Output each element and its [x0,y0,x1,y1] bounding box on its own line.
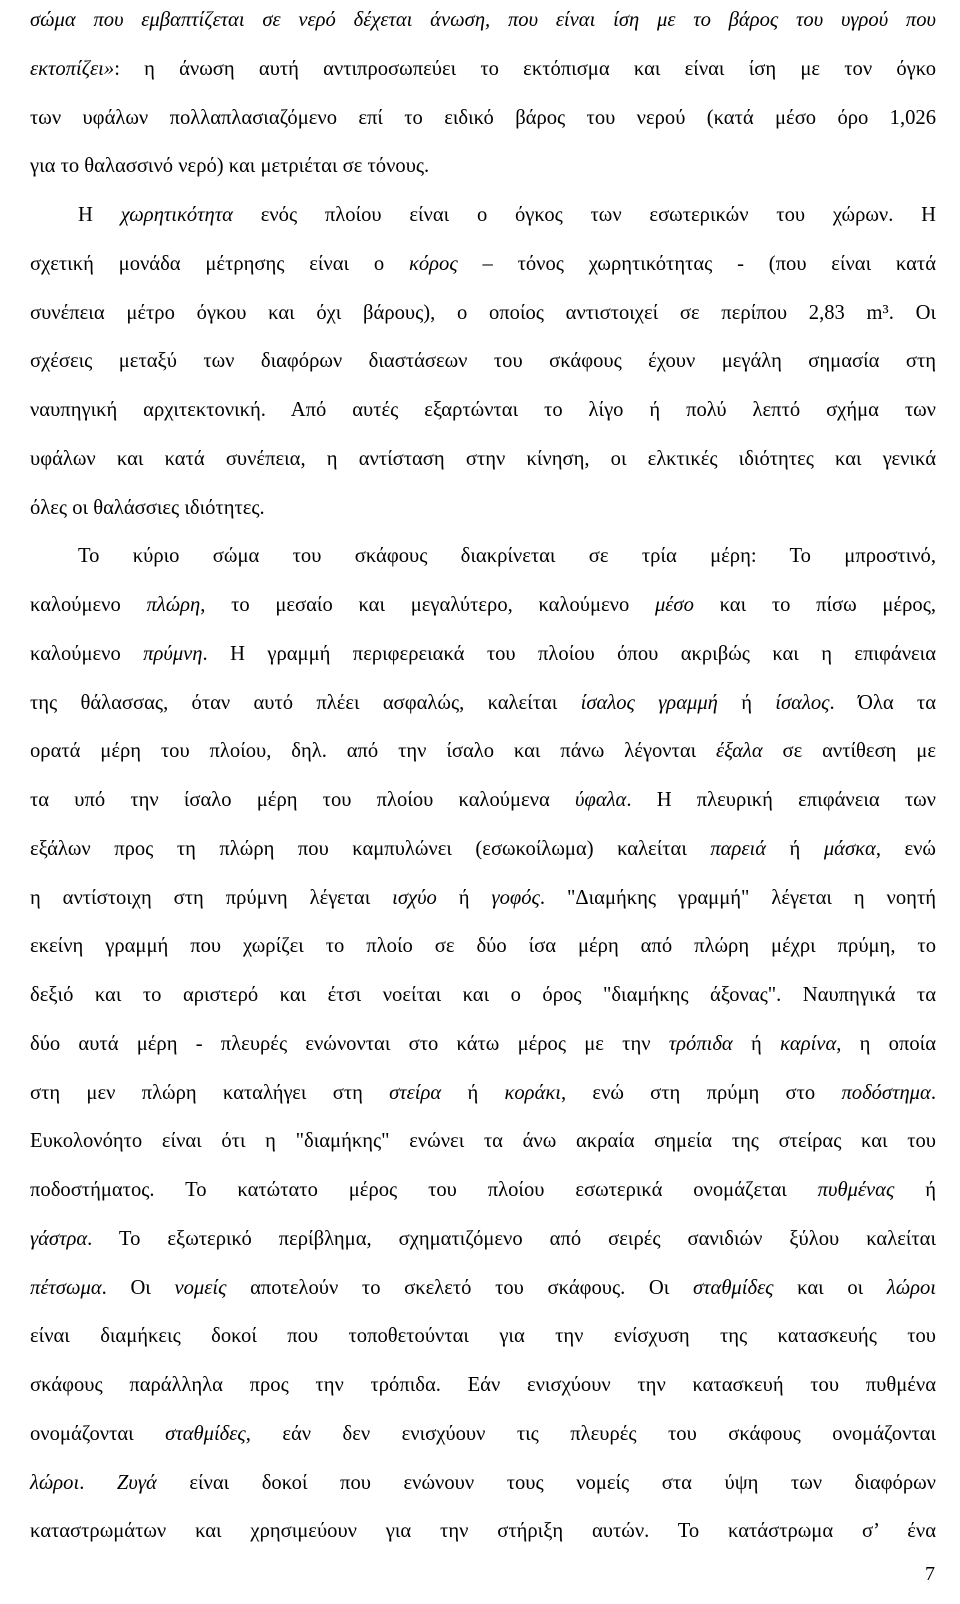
page-number: 7 [925,1563,935,1585]
italic-term: πέτσωμα [30,1276,102,1299]
italic-term: λώροι [30,1471,80,1494]
text-line [30,146,936,186]
text-line [30,1024,936,1064]
text-line [30,293,936,333]
italic-term: ίσαλος [775,691,830,714]
text-line [30,1316,936,1356]
text-run: και το πίσω μέρος, [693,594,936,616]
italic-term: ίσαλος γραμμή [580,691,718,714]
text-line [30,585,936,625]
text-run: Το κύριο σώμα του σκάφους διακρίνεται σε τρία μέρη: Το μπροστινό, [78,545,936,568]
text-run: είναι δοκοί που ενώνουν τους νομείς στα ύψη των διαφόρων [156,1471,936,1494]
italic-term: πυθμένας [817,1179,895,1201]
text-run: Η [78,204,121,226]
text-run: ναυπηγική αρχιτεκτονική. Από αυτές εξαρτώνται το λίγο ή πολύ λεπτό σχήμα των [30,399,936,421]
text-run: καλούμενο [30,642,144,665]
italic-term: έξαλα [716,740,763,763]
text-run: . Η γραμμή περιφερειακά του πλοίου όπου ακριβώς και η επιφάνεια [202,642,936,665]
text-line [30,1170,936,1210]
text-run: στη μεν πλώρη καταλήγει στη [30,1081,390,1104]
text-line [30,975,936,1015]
text-run: . Η πλευρική επιφάνεια των [626,789,936,811]
text-line [30,0,936,40]
text-run: , ενώ στη πρύμη στο [560,1081,842,1104]
text-run: , ενώ [875,837,936,860]
italic-term: μέσο [654,594,694,616]
text-line [30,1073,936,1113]
text-run: σε αντίθεση με [762,740,936,763]
italic-term: ποδόστημα [841,1081,931,1104]
text-line [30,1414,936,1454]
text-run: , η οποία [836,1032,936,1055]
text-run: ή [732,1032,780,1055]
text-line [30,98,936,138]
text-run: της θάλασσας, όταν αυτό πλέει ασφαλώς, καλείται [30,691,581,714]
text-run: ορατά μέρη του πλοίου, δηλ. από την ίσαλο και πάνω λέγονται [30,740,717,763]
italic-term: παρειά [710,837,767,860]
text-run: ή [717,691,776,714]
text-line [30,244,936,284]
text-run: . [930,1081,936,1104]
text-run: , εάν δεν ενισχύουν τις πλευρές του σκάφους ονομάζονται [245,1422,936,1445]
text-run: ή [436,886,492,909]
text-line [30,780,936,820]
text-run: εκείνη γραμμή που χωρίζει το πλοίο σε δύο ίσα μέρη από πλώρη μέχρι πρύμη, το [30,935,936,958]
text-line [30,1268,936,1308]
italic-term: καρίνα [780,1032,837,1055]
text-run: . Όλα τα [829,691,937,714]
text-run: , το μεσαίο και μεγαλύτερο, καλούμενο [200,594,655,616]
text-line [30,488,936,528]
text-run: είναι διαμήκεις δοκοί που τοποθετούνται για την ενίσχυση της κατασκευής του [30,1325,936,1348]
italic-term: κοράκι [504,1081,561,1104]
text-line [30,1121,936,1161]
italic-term: πρύμνη [143,642,203,665]
italic-term: κόρος [408,252,458,275]
italic-term: πλώρη [146,594,201,616]
text-run: ονομάζονται [30,1422,166,1445]
italic-term: μάσκα [823,837,876,860]
text-run: τα υπό την ίσαλο μέρη του πλοίου καλούμενα [30,789,575,811]
text-run: – τόνος χωρητικότητας - (που είναι κατά [457,252,936,275]
text-line [30,1365,936,1405]
text-run: των υφάλων πολλαπλασιαζόμενο επί το ειδικό βάρος του νερού (κατά μέσο όρο 1,026 [30,106,936,129]
italic-term: σταθμίδες [165,1422,246,1445]
text-run: ή [441,1081,505,1104]
italic-term: ύφαλα [574,789,627,811]
italic-term: τρόπιδα [668,1032,733,1055]
text-line [30,683,936,723]
text-line [30,878,936,918]
italic-term: Ζυγά [116,1471,157,1494]
text-run: καλούμενο [30,594,147,616]
text-run: ποδοστήματος. Το κατώτατο μέρος του πλοίου εσωτερικά ονομάζεται [30,1179,818,1201]
italic-term: στείρα [389,1081,442,1104]
italic-term: εκτοπίζει» [30,57,115,80]
italic-term: λώροι [886,1276,937,1299]
text-line [30,341,936,381]
text-run: σκάφους παράλληλα προς την τρόπιδα. Εάν ενισχύουν την κατασκευή του πυθμένα [30,1374,936,1396]
text-line [30,49,936,89]
text-line [30,1511,936,1551]
italic-term: σώμα που εμβαπτίζεται σε νερό δέχεται άνωση, που είναι ίση με το βάρος του υγρού που [30,9,936,31]
italic-term: σταθμίδες [692,1276,774,1299]
text-run: ή [766,837,824,860]
text-line [30,829,936,869]
text-run: Ευκολονόητο είναι ότι η "διαμήκης" ενώνει τα άνω ακραία σημεία της στείρας και του [30,1130,936,1153]
text-line [78,195,936,235]
text-run: εξάλων προς τη πλώρη που καμπυλώνει (εσωκοίλωμα) καλείται [30,837,711,860]
text-run: καταστρωμάτων και χρησιμεύουν για την στήριξη αυτών. Το κατάστρωμα σ’ ένα [30,1520,936,1543]
text-run: όλες οι θαλάσσιες ιδιότητες. [30,496,265,519]
text-run: και οι [773,1276,887,1299]
text-run: για το θαλασσινό νερό) και μετριέται σε τόνους. [30,155,430,178]
italic-term: ισχύο [392,886,437,909]
text-run: σχέσεις μεταξύ των διαφόρων διαστάσεων του σκάφους έχουν μεγάλη σημασία στη [30,350,936,373]
text-run: συνέπεια μέτρο όγκου και όχι βάρους), ο οποίος αντιστοιχεί σε περίπου 2,83 m³. Οι [30,301,936,324]
text-line [30,1219,936,1259]
italic-term: γοφός [491,886,540,909]
text-run: : η άνωση αυτή αντιπροσωπεύει το εκτόπισμα και είναι ίση με τον όγκο [114,57,936,80]
text-line [30,634,936,674]
text-run: . [79,1471,117,1494]
text-line [30,926,936,966]
text-line [30,731,936,771]
text-line [30,1463,936,1503]
text-run: . Το εξωτερικό περίβλημα, σχηματιζόμενο από σειρές σανιδιών ξύλου καλείται [87,1227,936,1250]
text-run: αποτελούν το σκελετό του σκάφους. Οι [226,1276,693,1299]
text-run: η αντίστοιχη στη πρύμνη λέγεται [30,886,393,909]
text-run: . "Διαμήκης γραμμή" λέγεται η νοητή [539,886,936,909]
text-run: δεξιό και το αριστερό και έτσι νοείται και ο όρος "διαμήκης άξονας". Ναυπηγικά τα [30,984,936,1006]
text-run: δύο αυτά μέρη - πλευρές ενώνονται στο κάτω μέρος με την [30,1032,669,1055]
text-line [78,536,936,576]
text-run: σχετική μονάδα μέτρησης είναι ο [30,252,409,275]
text-line [30,390,936,430]
text-line [30,439,936,479]
italic-term: γάστρα [30,1227,88,1250]
text-run: υφάλων και κατά συνέπεια, η αντίσταση στην κίνηση, οι ελκτικές ιδιότητες και γενικά [30,447,936,470]
text-run: . Οι [101,1276,175,1299]
text-run: ενός πλοίου είναι ο όγκος των εσωτερικών του χώρων. Η [232,204,936,226]
italic-term: νομείς [174,1276,227,1299]
italic-term: χωρητικότητα [120,204,233,226]
text-run: ή [894,1179,936,1201]
